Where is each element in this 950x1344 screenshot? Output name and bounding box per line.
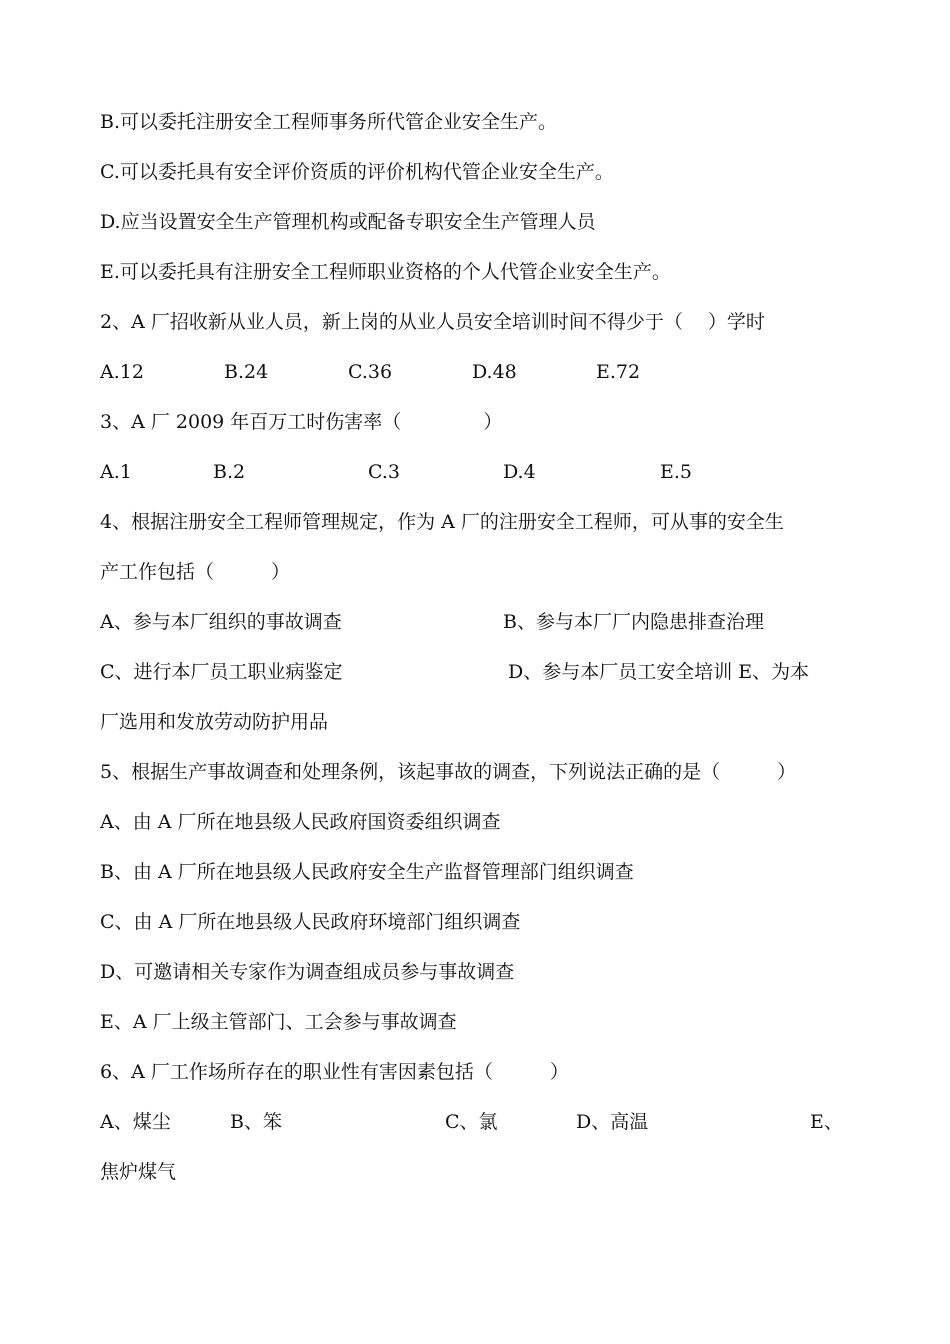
q2-option-c: C.36: [348, 361, 393, 383]
q2-option-d: D.48: [472, 361, 517, 383]
q3-option-e: E.5: [660, 461, 692, 483]
q4-option-b: B、参与本厂厂内隐患排查治理: [503, 611, 764, 633]
q6-option-d: D、高温: [576, 1111, 649, 1133]
q6-option-c: C、氯: [445, 1111, 498, 1133]
q3-option-a: A.1: [100, 461, 132, 483]
q6-option-b: B、笨: [230, 1111, 282, 1133]
q3-option-d: D.4: [503, 461, 536, 483]
q4-option-a: A、参与本厂组织的事故调查: [100, 611, 342, 633]
q1-option-c: C.可以委托具有安全评价资质的评价机构代管企业安全生产。: [100, 161, 614, 183]
q5-option-a: A、由 A 厂所在地县级人民政府国资委组织调查: [100, 811, 501, 833]
q2-option-a: A.12: [100, 361, 144, 383]
q1-option-e: E.可以委托具有注册安全工程师职业资格的个人代管企业安全生产。: [100, 261, 671, 283]
q2-option-b: B.24: [224, 361, 269, 383]
q3-stem: 3、A 厂 2009 年百万工时伤害率（ ）: [100, 411, 503, 433]
q6-stem: 6、A 厂工作场所存在的职业性有害因素包括（ ）: [100, 1061, 569, 1083]
q6-option-a: A、煤尘: [100, 1111, 171, 1133]
q4-option-d-e: D、参与本厂员工安全培训 E、为本: [508, 661, 810, 683]
q5-stem: 5、根据生产事故调查和处理条例，该起事故的调查，下列说法正确的是（ ）: [100, 761, 797, 783]
q5-option-e: E、A 厂上级主管部门、工会参与事故调查: [100, 1011, 457, 1033]
q4-stem-line1: 4、根据注册安全工程师管理规定，作为 A 厂的注册安全工程师，可从事的安全生: [100, 511, 784, 533]
q6-option-e-cont: 焦炉煤气: [100, 1161, 177, 1183]
q4-option-c: C、进行本厂员工职业病鉴定: [100, 661, 343, 683]
q2-option-e: E.72: [596, 361, 641, 383]
q3-option-b: B.2: [213, 461, 246, 483]
q2-stem: 2、A 厂招收新从业人员，新上岗的从业人员安全培训时间不得少于（ ）学时: [100, 311, 765, 333]
q3-option-c: C.3: [368, 461, 400, 483]
q4-stem-line2: 产工作包括（ ）: [100, 561, 291, 583]
q5-option-d: D、可邀请相关专家作为调查组成员参与事故调查: [100, 961, 515, 983]
q5-option-c: C、由 A 厂所在地县级人民政府环境部门组织调查: [100, 911, 521, 933]
q5-option-b: B、由 A 厂所在地县级人民政府安全生产监督管理部门组织调查: [100, 861, 634, 883]
q1-option-b: B.可以委托注册安全工程师事务所代管企业安全生产。: [100, 111, 558, 133]
q4-option-e-cont: 厂选用和发放劳动防护用品: [100, 711, 329, 733]
q6-option-e: E、: [810, 1111, 843, 1133]
q1-option-d: D.应当设置安全生产管理机构或配备专职安全生产管理人员: [100, 211, 596, 233]
